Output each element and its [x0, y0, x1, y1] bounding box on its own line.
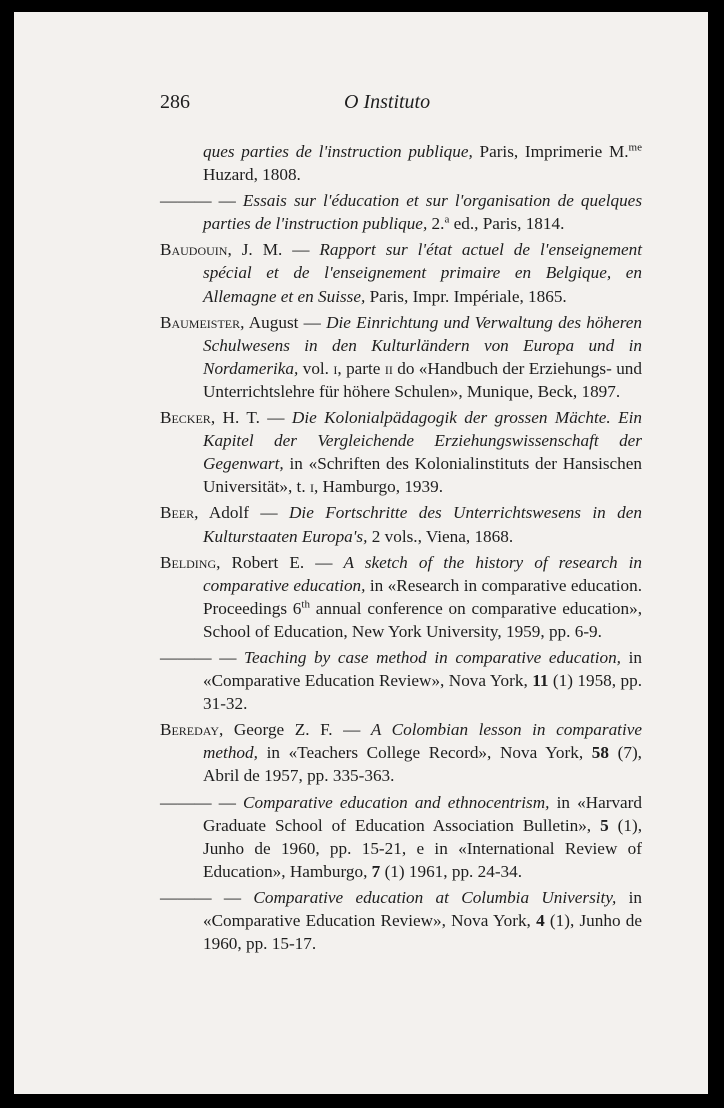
entry-author: Baumeister: [160, 312, 241, 332]
entry-title: Die Fortschritte des Unterrichtswesens in den Kulturstaaten Europa's,: [203, 503, 642, 546]
entry-publication: do «Handbuch der Erziehungs- und Unterrichtslehre für höhere Schulen», Munique, Beck, 1897.: [203, 358, 642, 401]
entry-author-rest: , August —: [240, 312, 327, 332]
page-header: [160, 91, 440, 117]
entry-author: Baudouin: [160, 240, 228, 260]
entry-title: Teaching by case method in comparative education,: [244, 647, 621, 667]
ditto-dash: ——— —: [160, 647, 245, 667]
entry-author-rest: , Robert E. —: [216, 552, 344, 572]
entry-title: Die Einrichtung und Verwaltung des höheren Schulwesens in den Kulturländern von Europa und in Nordamerika,: [203, 312, 642, 378]
entry-volume: 7: [371, 861, 381, 881]
entry-title: Comparative education at Columbia University,: [253, 887, 617, 907]
entry-publication: (7), Abril de 1957, pp. 335-363.: [203, 743, 642, 786]
entry-roman-numeral: ii: [384, 358, 393, 378]
entry-publication: annual conference on comparative education», School of Education, New York University, 1959, pp. 6-9.: [203, 598, 642, 641]
entry-publication: (1) 1958, pp. 31-32.: [203, 671, 642, 714]
entry-author: Becker: [160, 408, 211, 428]
bibliography-entry: [160, 791, 642, 883]
entry-publication: in «Harvard Graduate School of Education Association Bulletin»,: [203, 792, 642, 835]
ditto-dash: ——— —: [160, 191, 243, 211]
entry-publication: , Hamburgo, 1939.: [313, 477, 443, 497]
ditto-dash: ——— —: [160, 792, 244, 812]
entry-roman-numeral: i: [309, 477, 314, 497]
entry-publication: (1), Junho de 1960, pp. 15-21, e in «International Review of Education», Hamburgo,: [203, 815, 642, 881]
entry-publication: Paris, Imprimerie M.: [472, 142, 629, 161]
entry-author-rest: , J. M. —: [227, 240, 320, 260]
entry-publication: Paris, Impr. Impériale, 1865.: [365, 286, 567, 306]
entry-publication: 2.: [427, 214, 445, 234]
entry-publication: (1) 1961, pp. 24-34.: [380, 861, 523, 881]
entry-volume: 11: [532, 671, 549, 691]
bibliography-list: [160, 140, 642, 958]
entry-author: Bereday: [160, 720, 220, 740]
entry-publication: vol.: [298, 358, 334, 378]
entry-publication: in «Schriften des Kolonialinstituts der Hansischen Universität», t.: [203, 454, 642, 497]
entry-publication: ed., Paris, 1814.: [449, 214, 565, 234]
bibliography-entry: [160, 886, 642, 955]
entry-publication: in «Comparative Education Review», Nova York,: [203, 647, 642, 691]
entry-publication: in «Comparative Education Review», Nova York,: [203, 887, 643, 930]
bibliography-entry: [160, 238, 642, 307]
book-page: [14, 12, 708, 1094]
entry-title: A Colombian lesson in comparative method,: [203, 720, 642, 763]
bibliography-entry-continuation: [160, 140, 642, 186]
entry-author-rest: , H. T. —: [210, 408, 292, 428]
entry-author: Belding: [160, 552, 217, 572]
page-number: 286: [160, 91, 190, 113]
entry-superscript: th: [301, 598, 310, 611]
entry-author: Beer: [160, 503, 195, 523]
bibliography-entry: [160, 311, 642, 403]
entry-publication: (1), Junho de 1960, pp. 15-17.: [203, 911, 643, 954]
entry-superscript: a: [444, 213, 450, 226]
entry-superscript: me: [628, 141, 642, 154]
entry-title: Comparative education and ethnocentrism,: [243, 792, 550, 812]
entry-publication: Huzard, 1808.: [203, 165, 301, 185]
entry-publication: , parte: [337, 358, 385, 378]
entry-roman-numeral: i: [333, 358, 338, 378]
entry-title: Die Kolonialpädagogik der grossen Mächte. Ein Kapitel der Vergleichende Erziehungswissenschaft der Gegenwart,: [203, 408, 642, 474]
entry-publication: in «Research in comparative education. Proceedings 6: [203, 575, 642, 618]
entry-publication: in «Teachers College Record», Nova York,: [257, 743, 592, 763]
bibliography-entry: [160, 501, 642, 547]
bibliography-entry: [160, 718, 642, 787]
entry-author-rest: , George Z. F. —: [219, 720, 371, 740]
entry-title: A sketch of the history of research in comparative education,: [203, 552, 643, 595]
entry-volume: 4: [536, 911, 545, 930]
bibliography-entry: [160, 189, 642, 235]
entry-volume: 5: [600, 815, 609, 835]
running-title: O Instituto: [344, 91, 431, 113]
entry-author-rest: , Adolf —: [194, 503, 289, 523]
entry-title: Essais sur l'éducation et sur l'organisation de quelques parties de l'instruction publique,: [203, 191, 643, 234]
bibliography-entry: [160, 406, 642, 498]
bibliography-entry: [160, 551, 642, 643]
entry-volume: 58: [591, 743, 609, 763]
entry-title: ques parties de l'instruction publique,: [203, 142, 473, 161]
bibliography-entry: [160, 646, 642, 715]
entry-publication: 2 vols., Viena, 1868.: [367, 526, 514, 546]
ditto-dash: ——— —: [160, 887, 254, 907]
entry-title: Rapport sur l'état actuel de l'enseignement spécial et de l'enseignement primaire en Belgique, en Allemagne et en Suisse,: [203, 240, 642, 306]
